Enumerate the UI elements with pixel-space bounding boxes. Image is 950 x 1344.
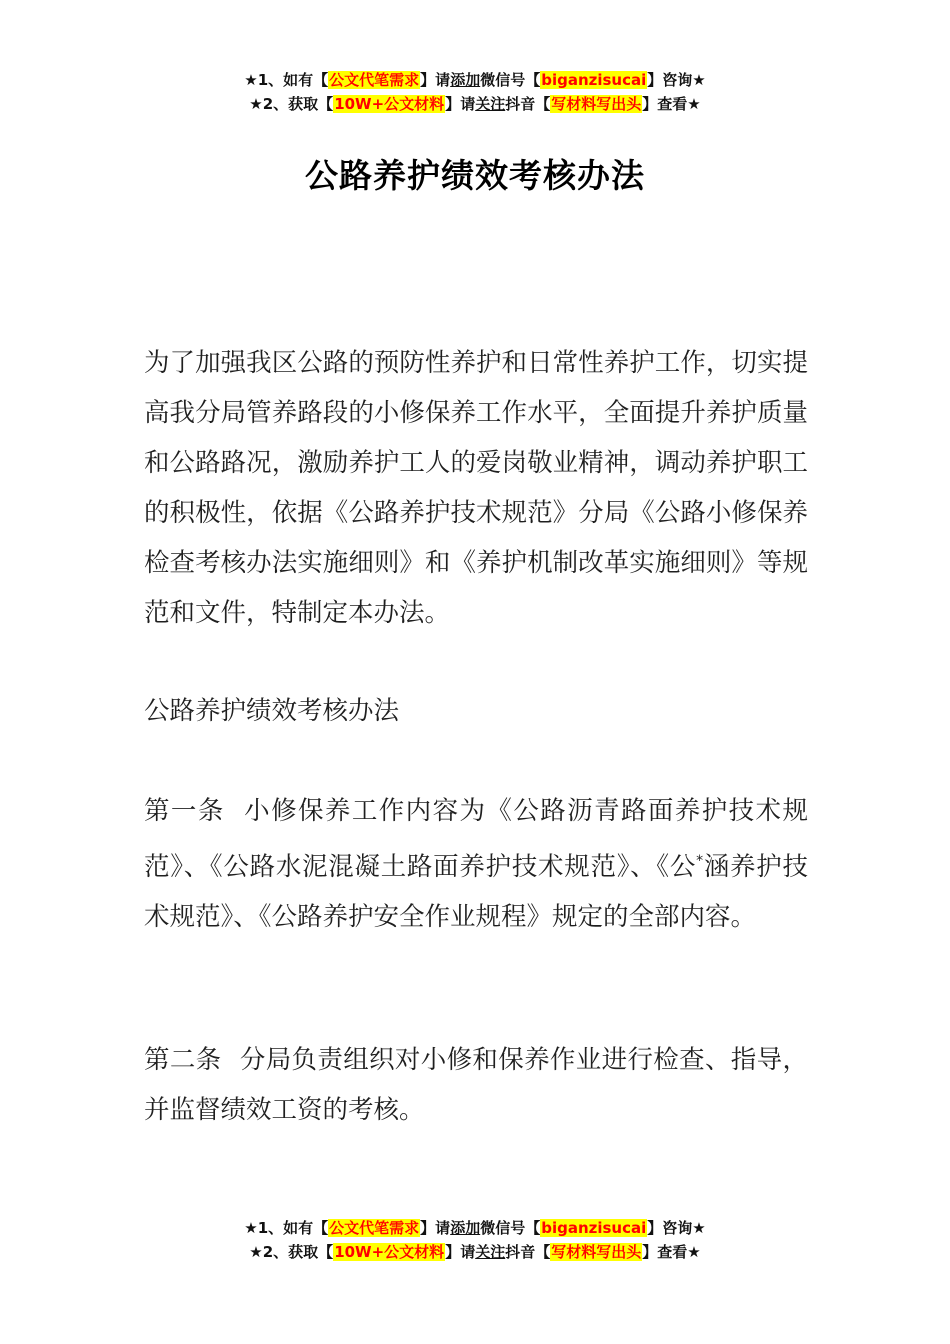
promo-line-1: [0, 68, 950, 92]
article-1-text: 小修保养工作内容为《公路沥青路面养护技术规范》、《公路水泥混凝土路面养护技术规范》、《公: [144, 796, 808, 882]
promo-douyin-id: 写材料写出头: [551, 1243, 642, 1261]
promo-text: 】请: [445, 1243, 476, 1261]
promo-text: 】请: [420, 71, 451, 89]
promo-highlight: 公文代笔需求: [329, 71, 420, 89]
promo-text: 抖音【: [505, 1243, 551, 1261]
promo-text: 】查看★: [642, 95, 701, 113]
article-1-text-cont: 涵养护技术规范》、《公路养护安全作业规程》规定的全部内容。: [144, 852, 808, 932]
promo-highlight: 10W+公文材料: [334, 1243, 445, 1261]
article-1-paragraph: [144, 786, 808, 942]
section-subtitle: 公路养护绩效考核办法: [144, 696, 400, 726]
promo-text: ★2、获取【: [249, 95, 334, 113]
promo-text: 】查看★: [642, 1243, 701, 1261]
promo-text: ★1、如有【: [244, 71, 329, 89]
article-1-label: 第一条: [144, 796, 225, 826]
article-2-paragraph: [144, 1035, 808, 1135]
promo-wechat-id: biganzisucai: [541, 1219, 647, 1237]
promo-underlined: 添加: [450, 1219, 481, 1237]
promo-wechat-id: biganzisucai: [541, 71, 647, 89]
intro-paragraph: 为了加强我区公路的预防性养护和日常性养护工作，切实提高我分局管养路段的小修保养工作水平，全面提升养护质量和公路路况，激励养护工人的爱岗敬业精神，调动养护职工的积极性，依据《公路养护技术规范》分局《公路小修保养检查考核办法实施细则》和《养护机制改革实施细则》等规范和文件，特制定本办法。: [144, 348, 808, 628]
promo-text: 微信号【: [480, 71, 541, 89]
promo-text: ★2、获取【: [249, 1243, 334, 1261]
promo-line-2: [0, 1240, 950, 1264]
article-1-mark: *: [696, 853, 704, 869]
promo-underlined: 关注: [475, 1243, 506, 1261]
document-title: 公路养护绩效考核办法: [305, 156, 645, 195]
promo-text: 抖音【: [505, 95, 551, 113]
article-2-label: 第二条: [144, 1045, 222, 1075]
promo-text: ★1、如有【: [244, 1219, 329, 1237]
article-2-text: 分局负责组织对小修和保养作业进行检查、指导，并监督绩效工资的考核。: [144, 1045, 808, 1125]
footer-promo-banner: [0, 1216, 950, 1264]
promo-highlight: 公文代笔需求: [329, 1219, 420, 1237]
promo-line-2: [0, 92, 950, 116]
promo-underlined: 添加: [450, 71, 481, 89]
promo-highlight: 10W+公文材料: [334, 95, 445, 113]
header-promo-banner: [0, 68, 950, 116]
promo-text: 】咨询★: [647, 71, 706, 89]
promo-text: 微信号【: [480, 1219, 541, 1237]
promo-text: 】请: [445, 95, 476, 113]
promo-text: 】请: [420, 1219, 451, 1237]
promo-douyin-id: 写材料写出头: [551, 95, 642, 113]
promo-underlined: 关注: [475, 95, 506, 113]
promo-text: 】咨询★: [647, 1219, 706, 1237]
promo-line-1: [0, 1216, 950, 1240]
